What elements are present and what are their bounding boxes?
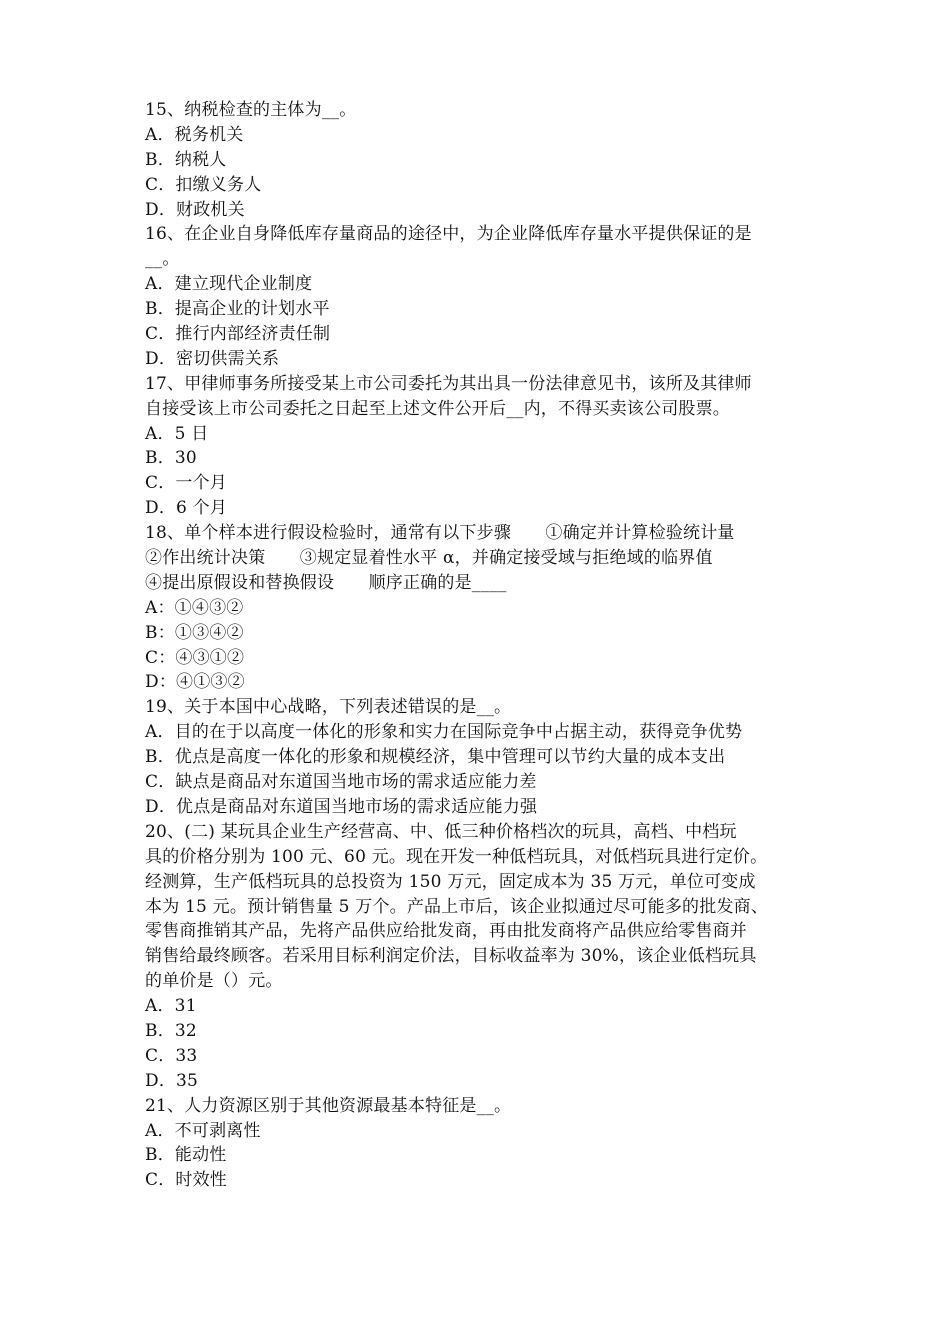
- question-17-option-b: B．30: [145, 448, 197, 469]
- question-20-stem-line-4: 本为 15 元。预计销售量 5 万个。产品上市后，该企业拟通过尽可能多的批发商、: [145, 896, 769, 917]
- question-19-option-a: A．目的在于以高度一体化的形象和实力在国际竞争中占据主动，获得竞争优势: [145, 722, 743, 743]
- question-17-option-d: D．6 个月: [145, 498, 228, 519]
- question-19-option-c: C．缺点是商品对东道国当地市场的需求适应能力差: [145, 772, 537, 793]
- question-15-option-c: C．扣缴义务人: [145, 174, 262, 195]
- question-17-option-a: A．5 日: [145, 423, 209, 444]
- question-18-option-c: C：④③①②: [145, 647, 245, 668]
- question-16-stem-line-2: __。: [145, 249, 180, 270]
- document-body: [145, 98, 813, 1193]
- question-18-option-a: A：①④③②: [145, 597, 244, 618]
- question-19-option-d: D．优点是商品对东道国当地市场的需求适应能力强: [145, 796, 538, 817]
- question-16-stem-line-1: 16、在企业自身降低库存量商品的途径中，为企业降低库存量水平提供保证的是: [145, 224, 752, 245]
- question-20-stem-line-1: 20、(二) 某玩具企业生产经营高、中、低三种价格档次的玩具，高档、中档玩: [145, 821, 737, 842]
- question-18-option-b: B：①③④②: [145, 622, 244, 643]
- question-20-stem-line-5: 零售商推销其产品，先将产品供应给批发商，再由批发商将产品供应给零售商并: [145, 921, 747, 942]
- question-19-option-b: B．优点是高度一体化的形象和规模经济，集中管理可以节约大量的成本支出: [145, 747, 726, 768]
- question-20-stem-line-7: 的单价是（）元。: [145, 971, 283, 992]
- question-16-option-d: D．密切供需关系: [145, 348, 280, 369]
- question-21-option-b: B．能动性: [145, 1145, 227, 1166]
- question-16-option-b: B．提高企业的计划水平: [145, 299, 330, 320]
- question-21-option-a: A．不可剥离性: [145, 1120, 261, 1141]
- question-16-option-c: C．推行内部经济责任制: [145, 324, 331, 345]
- question-17-stem-line-1: 17、甲律师事务所接受某上市公司委托为其出具一份法律意见书，该所及其律师: [145, 373, 752, 394]
- question-20-option-b: B．32: [145, 1020, 197, 1041]
- question-18-stem-line-3: ④提出原假设和替换假设 顺序正确的是____: [145, 572, 507, 593]
- question-15-stem: 15、纳税检查的主体为__。: [145, 100, 357, 120]
- question-15-option-b: B．纳税人: [145, 149, 227, 170]
- question-19-stem: 19、关于本国中心战略，下列表述错误的是__。: [145, 697, 512, 718]
- question-17-option-c: C．一个月: [145, 473, 228, 494]
- question-21-stem: 21、人力资源区别于其他资源最基本特征是__。: [145, 1095, 512, 1116]
- question-15-option-d: D．财政机关: [145, 199, 245, 220]
- question-20-stem-line-2: 具的价格分别为 100 元、60 元。现在开发一种低档玩具，对低档玩具进行定价。: [145, 846, 768, 867]
- question-18-stem-line-2: ②作出统计决策 ③规定显着性水平 α，并确定接受域与拒绝域的临界值: [145, 548, 713, 569]
- question-18-stem-line-1: 18、单个样本进行假设检验时，通常有以下步骤 ①确定并计算检验统计量: [145, 523, 735, 544]
- question-20-stem-line-6: 销售给最终顾客。若采用目标利润定价法，目标收益率为 30%，该企业低档玩具: [145, 946, 757, 967]
- question-18-option-d: D：④①③②: [145, 672, 245, 693]
- question-20-option-d: D．35: [145, 1070, 199, 1091]
- question-20-option-c: C．33: [145, 1045, 198, 1066]
- question-15-option-a: A．税务机关: [145, 124, 244, 145]
- question-20-option-a: A．31: [145, 996, 197, 1017]
- question-17-stem-line-2: 自接受该上市公司委托之日起至上述文件公开后__内，不得买卖该公司股票。: [145, 398, 730, 419]
- question-16-option-a: A．建立现代企业制度: [145, 274, 313, 295]
- question-21-option-c: C．时效性: [145, 1170, 228, 1191]
- question-20-stem-line-3: 经测算，生产低档玩具的总投资为 150 万元，固定成本为 35 万元，单位可变成: [145, 871, 756, 892]
